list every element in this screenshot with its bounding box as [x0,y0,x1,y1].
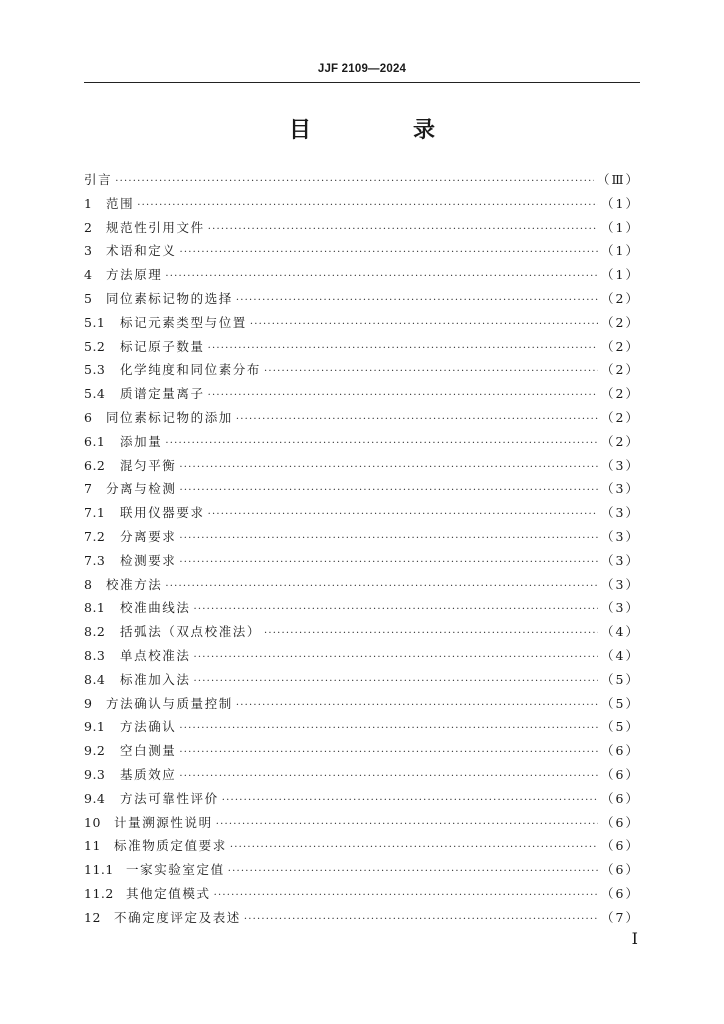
dot-leader [208,218,598,242]
toc-entry-title: 分离与检测 [106,481,177,497]
toc-entry-number: 9 [84,695,93,711]
toc-entry-number: 9.3 [84,766,106,782]
toc-entry-page: （4） [601,624,640,640]
toc-entry-page: （3） [601,552,640,568]
toc-entry-number: 3 [84,243,93,259]
toc-entry-title: 一家实验室定值 [126,862,225,878]
toc-entry[interactable] [84,382,640,406]
dot-leader [194,670,599,694]
toc-entry-title: 同位素标记物的添加 [106,409,233,425]
toc-entry-title: 术语和定义 [106,243,177,259]
page-number: Ⅰ [631,929,638,948]
dot-leader [137,194,598,218]
toc-entry-page: （2） [601,314,640,330]
toc-entry-title: 规范性引用文件 [106,219,205,235]
toc-entry-number: 5.2 [84,338,106,354]
toc-entry-number: 6 [84,409,93,425]
toc-entry[interactable] [84,287,640,311]
toc-entry-number: 7.2 [84,528,106,544]
toc-entry-page: （6） [601,814,640,830]
toc-entry[interactable] [84,358,640,382]
dot-leader [179,717,598,741]
toc-entry-number: 7 [84,481,93,497]
toc-entry-number: 12 [84,909,101,925]
dot-leader [228,860,598,884]
dot-leader [208,337,598,361]
dot-leader [165,432,598,456]
dot-leader [165,575,598,599]
table-of-contents [84,168,640,930]
toc-entry-title: 分离要求 [120,528,177,544]
toc-entry-page: （3） [601,576,640,592]
toc-entry-title: 方法确认与质量控制 [106,695,233,711]
toc-entry-page: （7） [601,909,640,925]
toc-entry-number: 4 [84,267,93,283]
toc-entry-number: 6.2 [84,457,106,473]
toc-entry-page: （3） [601,505,640,521]
toc-entry[interactable] [84,644,640,668]
dot-leader [194,646,599,670]
toc-entry-page: （1） [601,195,640,211]
dot-leader [180,479,599,503]
dot-leader [244,908,598,932]
toc-entry[interactable] [84,668,640,692]
dot-leader [236,408,598,432]
dot-leader [180,241,599,265]
toc-entry-title: 联用仪器要求 [120,505,205,521]
toc-entry-page: （6） [601,838,640,854]
dot-leader [179,765,598,789]
toc-entry-title: 校准方法 [106,576,163,592]
toc-entry[interactable] [84,620,640,644]
toc-entry-page: （6） [601,862,640,878]
dot-leader [194,598,599,622]
toc-entry-number: 7.1 [84,505,106,521]
dot-leader [230,836,598,860]
dot-leader [216,813,598,837]
toc-entry-page: （5） [601,671,640,687]
toc-entry-page: （3） [601,457,640,473]
toc-entry-title: 其他定值模式 [126,885,211,901]
dot-leader [236,694,598,718]
toc-entry-page: （6） [601,766,640,782]
toc-entry[interactable] [84,858,640,882]
toc-entry[interactable] [84,168,640,192]
toc-entry-number: 8.3 [84,647,106,663]
toc-entry-page: （2） [601,386,640,402]
toc-entry-page: （2） [601,362,640,378]
toc-entry-number: 9.1 [84,719,106,735]
toc-entry[interactable] [84,692,640,716]
toc-entry-title: 方法原理 [106,267,163,283]
toc-entry-title: 校准曲线法 [120,600,191,616]
toc-entry-number: 9.2 [84,743,106,759]
toc-entry-number: 11.2 [84,885,114,901]
toc-entry-title: 不确定度评定及表述 [114,909,241,925]
toc-entry-title: 混匀平衡 [120,457,177,473]
toc-entry-page: （Ⅲ） [596,172,640,187]
toc-entry[interactable] [84,882,640,906]
toc-entry-title: 括弧法（双点校准法） [120,624,262,640]
toc-entry[interactable] [84,739,640,763]
toc-entry-title: 单点校准法 [120,647,191,663]
toc-entry-number: 9.4 [84,790,106,806]
toc-entry[interactable] [84,216,640,240]
header-divider [84,82,640,83]
dot-leader [179,456,598,480]
toc-entry-number: 5.1 [84,314,106,330]
toc-entry-title: 标记原子数量 [120,338,205,354]
toc-entry[interactable] [84,454,640,478]
toc-entry[interactable] [84,573,640,597]
toc-entry[interactable] [84,263,640,287]
toc-entry-title: 检测要求 [120,552,177,568]
dot-leader [264,360,598,384]
toc-entry-page: （3） [601,481,640,497]
toc-entry[interactable] [84,811,640,835]
toc-entry-page: （6） [601,790,640,806]
toc-entry-title: 方法确认 [120,719,177,735]
toc-entry-title: 化学纯度和同位素分布 [120,362,262,378]
toc-entry[interactable] [84,192,640,216]
toc-entry[interactable] [84,525,640,549]
toc-entry-page: （5） [601,695,640,711]
toc-entry-page: （1） [601,267,640,283]
toc-entry[interactable] [84,239,640,263]
toc-entry-page: （3） [601,600,640,616]
toc-entry-number: 11 [84,838,101,854]
toc-entry-number: 8.4 [84,671,106,687]
toc-entry-title: 引言 [84,172,113,187]
toc-entry-number: 5.3 [84,362,106,378]
toc-entry-title: 计量溯源性说明 [114,814,213,830]
toc-entry[interactable] [84,834,640,858]
toc-entry-title: 基质效应 [120,766,177,782]
dot-leader [214,884,598,908]
toc-entry[interactable] [84,906,640,930]
toc-entry-title: 添加量 [120,433,163,449]
toc-entry-page: （4） [601,647,640,663]
dot-leader [208,384,598,408]
dot-leader [179,551,598,575]
toc-entry-title: 标准物质定值要求 [114,838,227,854]
toc-entry-title: 质谱定量离子 [120,386,205,402]
toc-entry-page: （2） [601,433,640,449]
toc-entry-number: 5.4 [84,386,106,402]
dot-leader [236,289,598,313]
dot-leader [179,741,598,765]
page-title: 目 录 [288,117,475,143]
toc-entry-page: （1） [601,243,640,259]
dot-leader [264,622,598,646]
dot-leader [115,170,594,194]
toc-entry-number: 6.1 [84,433,106,449]
toc-entry-number: 8 [84,576,93,592]
toc-entry[interactable] [84,715,640,739]
toc-entry[interactable] [84,430,640,454]
toc-entry-page: （2） [601,338,640,354]
toc-entry[interactable] [84,763,640,787]
toc-entry-title: 同位素标记物的选择 [106,290,233,306]
toc-entry-number: 1 [84,195,93,211]
toc-entry-page: （2） [601,409,640,425]
toc-entry[interactable] [84,311,640,335]
toc-entry-number: 5 [84,290,93,306]
dot-leader [250,313,598,337]
toc-entry-title: 方法可靠性评价 [120,790,219,806]
dot-leader [179,527,598,551]
toc-entry-page: （2） [601,290,640,306]
toc-entry-title: 标记元素类型与位置 [120,314,247,330]
dot-leader [222,789,598,813]
toc-entry[interactable] [84,501,640,525]
toc-entry-title: 范围 [106,195,135,211]
toc-entry-title: 空白测量 [120,743,177,759]
toc-entry[interactable] [84,549,640,573]
toc-entry-number: 8.2 [84,624,106,640]
toc-entry[interactable] [84,477,640,501]
dot-leader [165,265,598,289]
toc-entry-page: （5） [601,719,640,735]
toc-entry-number: 11.1 [84,862,114,878]
toc-entry-number: 2 [84,219,93,235]
document-code: JJF 2109—2024 [317,63,407,75]
toc-entry-page: （1） [601,219,640,235]
toc-entry-number: 10 [84,814,101,830]
toc-entry-page: （3） [601,528,640,544]
toc-entry[interactable] [84,787,640,811]
toc-entry[interactable] [84,335,640,359]
dot-leader [208,503,598,527]
toc-entry-number: 7.3 [84,552,106,568]
toc-entry-title: 标准加入法 [120,671,191,687]
toc-entry-page: （6） [601,885,640,901]
toc-entry-page: （6） [601,743,640,759]
toc-entry-number: 8.1 [84,600,106,616]
toc-entry[interactable] [84,406,640,430]
toc-entry[interactable] [84,596,640,620]
